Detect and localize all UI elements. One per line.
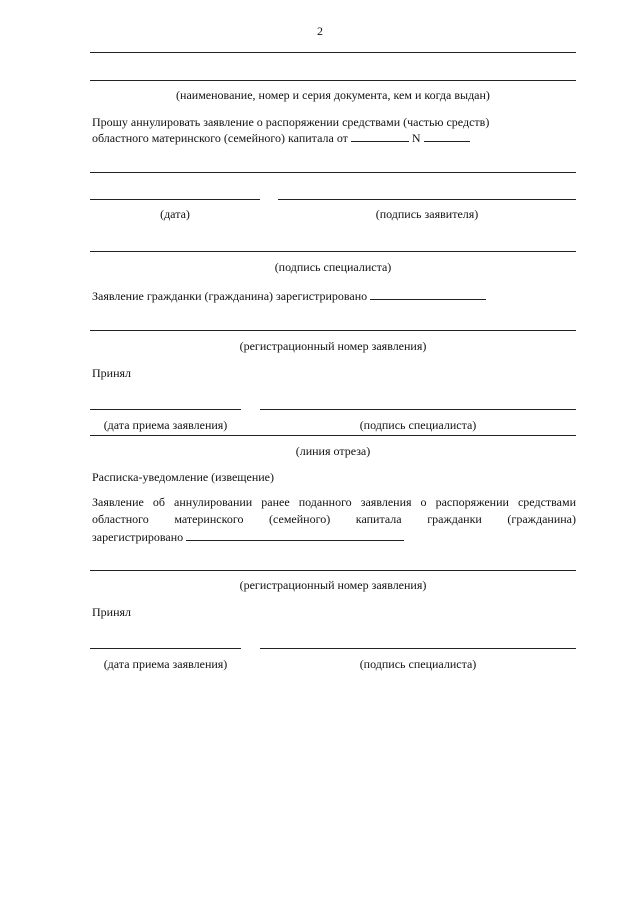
cut-line-caption: (линия отреза) xyxy=(295,444,371,458)
date-blank xyxy=(351,130,409,142)
accepted-label-2: Принял xyxy=(92,605,132,619)
document-caption: (наименование, номер и серия документа, кем и когда выдан) xyxy=(176,88,490,102)
request-line-1: Прошу аннулировать заявление о распоряжении средствами (частью средств) xyxy=(92,115,490,129)
number-blank xyxy=(424,130,470,142)
registered-text xyxy=(92,288,486,303)
page-number: 2 xyxy=(317,24,323,38)
accept-date-caption-2: (дата приема заявления) xyxy=(103,657,228,671)
blank-line-2 xyxy=(90,80,576,81)
receipt-line-2: областного материнского (семейного) капитала гражданки (гражданина) xyxy=(92,512,576,526)
number-sign: N xyxy=(411,131,421,145)
reg-number-line-2 xyxy=(90,570,576,571)
specialist-signature-line xyxy=(90,251,576,252)
accept-date-line xyxy=(90,409,241,410)
request-line-2-text: областного материнского (семейного) капитала от xyxy=(92,131,348,145)
request-line-2 xyxy=(92,130,470,145)
date-caption: (дата) xyxy=(160,207,190,221)
applicant-signature-caption: (подпись заявителя) xyxy=(375,207,479,221)
receipt-title: Расписка-уведомление (извещение) xyxy=(92,470,274,484)
registered-label: Заявление гражданки (гражданина) зарегистрировано xyxy=(92,289,368,303)
reg-number-line xyxy=(90,330,576,331)
cut-line xyxy=(90,435,576,436)
applicant-signature-line xyxy=(278,199,576,200)
reg-number-caption: (регистрационный номер заявления) xyxy=(239,339,427,353)
reg-number-caption-2: (регистрационный номер заявления) xyxy=(239,578,427,592)
registered-blank xyxy=(370,288,486,300)
receipt-line-3 xyxy=(92,529,404,544)
receipt-registered-label: зарегистрировано xyxy=(92,530,184,544)
receipt-line-1: Заявление об аннулировании ранее поданного заявления о распоряжении средствами xyxy=(92,495,576,509)
accept-specialist-caption-2: (подпись специалиста) xyxy=(359,657,477,671)
accept-specialist-line-2 xyxy=(260,648,576,649)
accept-date-caption: (дата приема заявления) xyxy=(103,418,228,432)
accept-specialist-line xyxy=(260,409,576,410)
date-line xyxy=(90,199,260,200)
blank-line-3 xyxy=(90,172,576,173)
specialist-signature-caption: (подпись специалиста) xyxy=(274,260,392,274)
accept-specialist-caption: (подпись специалиста) xyxy=(359,418,477,432)
accept-date-line-2 xyxy=(90,648,241,649)
receipt-registered-blank xyxy=(186,529,404,541)
blank-line-1 xyxy=(90,52,576,53)
accepted-label: Принял xyxy=(92,366,132,380)
